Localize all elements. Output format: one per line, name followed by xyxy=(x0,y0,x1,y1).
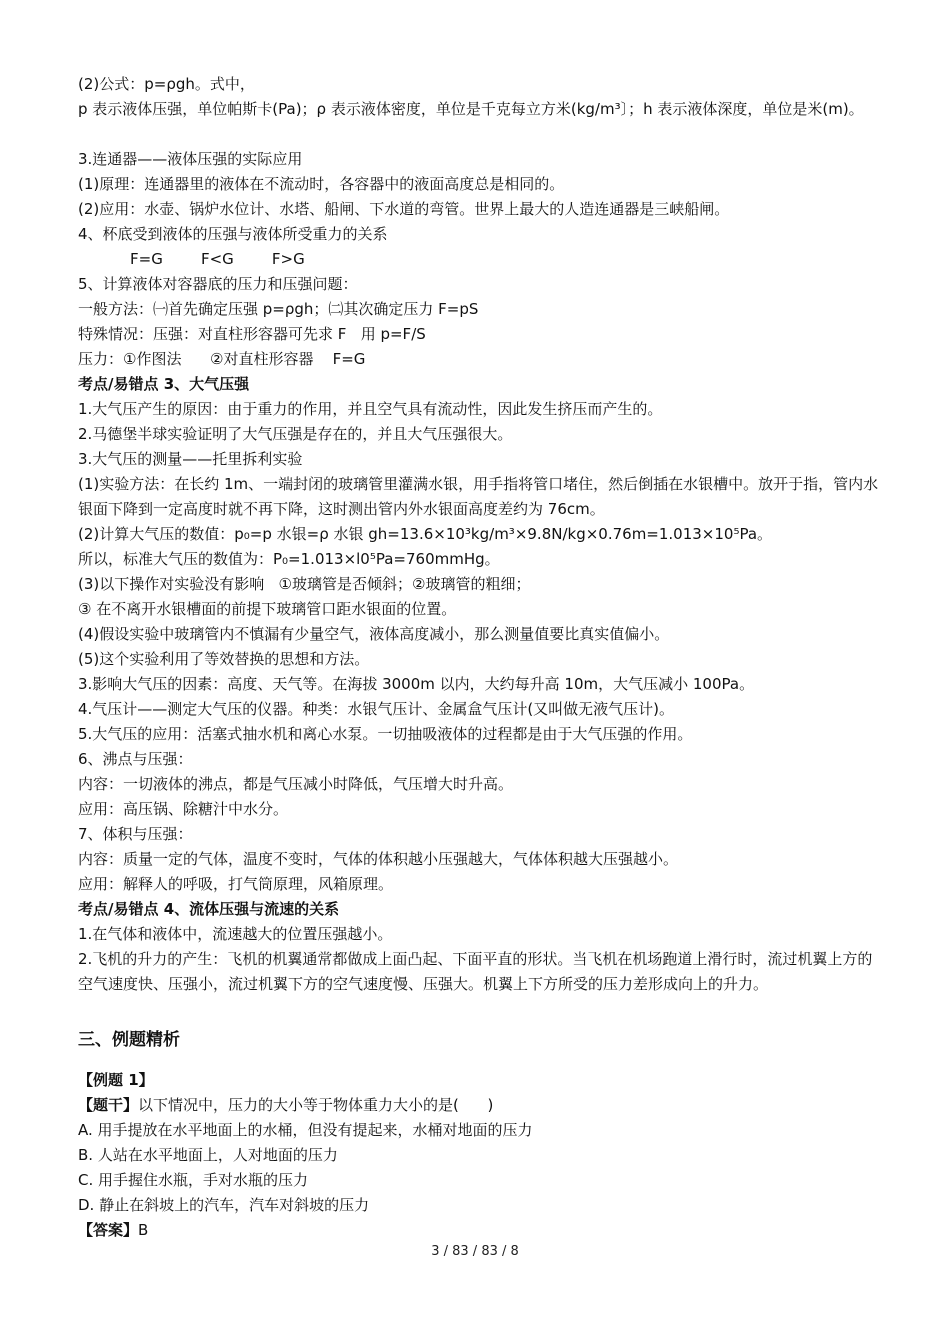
atm-cause: 1.大气压产生的原因：由于重力的作用，并且空气具有流动性，因此发生挤压而产生的。 xyxy=(78,400,663,418)
example-label: 【例题 1】 xyxy=(78,1071,154,1089)
answer-label: 【答案】 xyxy=(78,1221,139,1239)
page-footer: 3 / 83 / 83 / 8 xyxy=(431,1244,519,1259)
connector-heading: 3.连通器——液体压强的实际应用 xyxy=(78,150,303,168)
volume-application: 应用：解释人的呼吸，打气筒原理，风箱原理。 xyxy=(78,875,394,893)
boiling-application: 应用：高压锅、除糖汁中水分。 xyxy=(78,800,289,818)
section3-title: 三、例题精析 xyxy=(78,1030,180,1050)
option-d: D. 静止在斜坡上的汽车，汽车对斜坡的压力 xyxy=(78,1196,370,1214)
no-effect-ops-3: ③ 在不离开水银槽面的前提下玻璃管口距水银面的位置。 xyxy=(78,600,457,618)
formula-line: (2)公式：p=ρgh。式中， xyxy=(78,75,255,93)
volume-content: 内容：质量一定的气体，温度不变时，气体的体积越小压强越大，气体体积越大压强越小。 xyxy=(78,850,679,868)
atm-factors: 3.影响大气压的因素：高度、天气等。在海拔 3000m 以内，大约每升高 10m，大气压减小 100Pa。 xyxy=(78,675,755,693)
magdeburg: 2.马德堡半球实验证明了大气压强是存在的，并且大气压强很大。 xyxy=(78,425,513,443)
calc-force: 压力：①作图法 ②对直柱形容器 F=G xyxy=(78,350,366,368)
air-leak: (4)假设实验中玻璃管内不慎漏有少量空气，液体高度减小，那么测量值要比真实值偏小。 xyxy=(78,625,670,643)
boiling-content: 内容：一切液体的沸点，都是气压减小时降低，气压增大时升高。 xyxy=(78,775,514,793)
topic4-heading: 考点/易错点 4、流体压强与流速的关系 xyxy=(78,900,340,918)
torricelli-method: (1)实验方法：在长约 1m、一端封闭的玻璃管里灌满水银，用手指将管口堵住，然后倒插在水银槽中。放开于指，管内水银面下降到一定高度时就不再下降，这时测出管内外水银面高度差约为 76cm。 xyxy=(78,475,879,518)
stem-text: 以下情况中，压力的大小等于物体重力大小的是( ) xyxy=(138,1096,494,1114)
atm-calc: (2)计算大气压的数值：p₀=p 水银=ρ 水银 gh=13.6×10³kg/m³×9.8N/kg×0.76m=1.013×10⁵Pa。 xyxy=(78,525,773,543)
topic3-heading: 考点/易错点 3、大气压强 xyxy=(78,375,250,393)
answer-line xyxy=(78,1218,884,1243)
flow-speed: 1.在气体和液体中，流速越大的位置压强越小。 xyxy=(78,925,393,943)
connector-application: (2)应用：水壶、锅炉水位计、水塔、船闸、下水道的弯管。世界上最大的人造连通器是三峡船闸。 xyxy=(78,200,730,218)
stem-label: 【题干】 xyxy=(78,1096,139,1114)
volume-heading: 7、体积与压强： xyxy=(78,825,193,843)
option-b: B. 人站在水平地面上，人对地面的压力 xyxy=(78,1146,338,1164)
answer-value: B xyxy=(138,1221,149,1239)
calc-general: 一般方法：㈠首先确定压强 p=ρgh；㈡其次确定压力 F=pS xyxy=(78,300,479,318)
option-a: A. 用手提放在水平地面上的水桶，但没有提起来，水桶对地面的压力 xyxy=(78,1121,533,1139)
equivalent-method: (5)这个实验利用了等效替换的思想和方法。 xyxy=(78,650,370,668)
no-effect-ops: (3)以下操作对实验没有影响 ①玻璃管是否倾斜；②玻璃管的粗细； xyxy=(78,575,531,593)
option-c: C. 用手握住水瓶，手对水瓶的压力 xyxy=(78,1171,309,1189)
force-relations: F=G F<G F>G xyxy=(130,250,305,268)
calc-special: 特殊情况：压强：对直柱形容器可先求 F 用 p=F/S xyxy=(78,325,426,343)
standard-atm: 所以，标准大气压的数值为：P₀=1.013×l0⁵Pa=760mmHg。 xyxy=(78,550,500,568)
torricelli-heading: 3.大气压的测量——托里拆利实验 xyxy=(78,450,303,468)
barometer: 4.气压计——测定大气压的仪器。种类：水银气压计、金属盒气压计(又叫做无液气压计)。 xyxy=(78,700,675,718)
connector-principle: (1)原理：连通器里的液体在不流动时，各容器中的液面高度总是相同的。 xyxy=(78,175,565,193)
calc-heading: 5、计算液体对容器底的压力和压强问题： xyxy=(78,275,358,293)
cup-bottom-heading: 4、杯底受到液体的压强与液体所受重力的关系 xyxy=(78,225,388,243)
lift-explanation: 2.飞机的升力的产生：飞机的机翼通常都做成上面凸起、下面平直的形状。当飞机在机场跑道上滑行时，流过机翼上方的空气速度快、压强小，流过机翼下方的空气速度慢、压强大。机翼上下方所受的压力差形成向上的升力。 xyxy=(78,950,873,993)
atm-application: 5.大气压的应用：活塞式抽水机和离心水泵。一切抽吸液体的过程都是由于大气压强的作用。 xyxy=(78,725,693,743)
boiling-heading: 6、沸点与压强： xyxy=(78,750,193,768)
example-stem xyxy=(78,1093,884,1118)
formula-explanation: p 表示液体压强，单位帕斯卡(Pa)；ρ 表示液体密度，单位是千克每立方米(kg/m³〕；h 表示液体深度，单位是米(m)。 xyxy=(78,100,864,118)
